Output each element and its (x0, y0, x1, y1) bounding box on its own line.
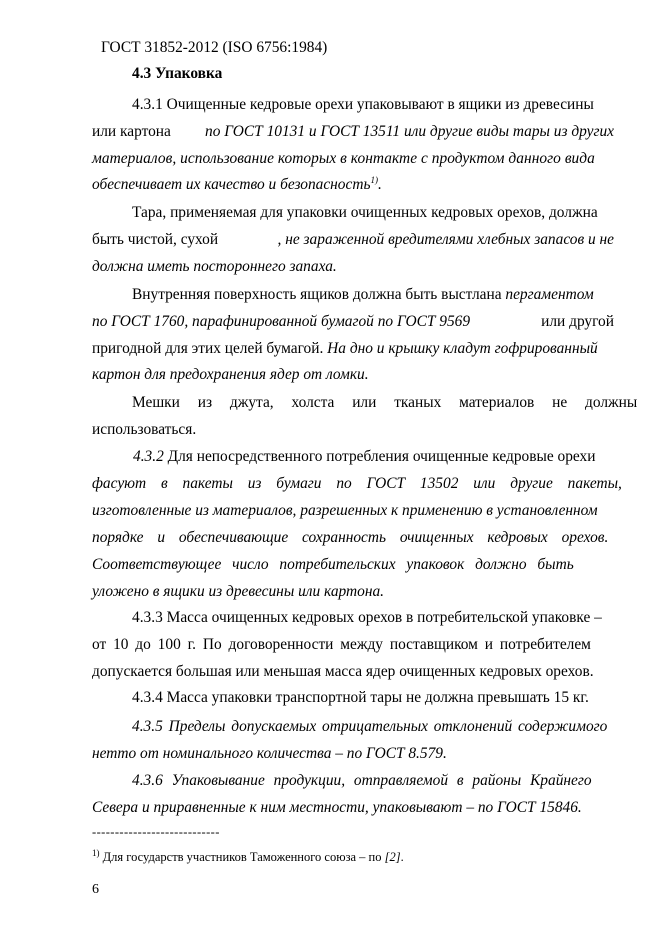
paragraph-4-3-2-line: фасуют в пакеты из бумаги по ГОСТ 13502 или другие пакеты, (92, 475, 622, 492)
paragraph-bags-line: использоваться. (92, 421, 197, 438)
paragraph-lining-line: по ГОСТ 1760, парафинированной бумагой по ГОСТ 9569 или другой (92, 313, 614, 330)
paragraph-4-3-5-line: 4.3.5 Пределы допускаемых отрицательных отклонений содержимого (132, 718, 608, 735)
paragraph-lining-line: пригодной для этих целей бумагой. На дно и крышку кладут гофрированный (92, 340, 598, 357)
paragraph-4-3-2-line: 4.3.2 Для непосредственного потребления очищенные кедровые орехи (133, 448, 596, 465)
paragraph-4-3-1-line: или картона по ГОСТ 10131 и ГОСТ 13511 или другие виды тары из других (92, 123, 614, 140)
footnote-reference: 1) (370, 174, 378, 185)
paragraph-packaging-line: быть чистой, сухой , не зараженной вредителями хлебных запасов и не (92, 231, 614, 248)
paragraph-4-3-5-line: нетто от номинального количества – по ГОСТ 8.579. (92, 745, 447, 762)
paragraph-4-3-2-line: порядке и обеспечивающие сохранность очищенных кедровых орехов. (92, 529, 609, 546)
paragraph-4-3-2-line: Соответствующее число потребительских упаковок должно быть (92, 556, 574, 573)
paragraph-4-3-3-line: 4.3.3 Масса очищенных кедровых орехов в потребительской упаковке – (132, 609, 602, 626)
paragraph-4-3-2-line: изготовленные из материалов, разрешенных к применению в установленном (92, 502, 598, 519)
section-title: 4.3 Упаковка (132, 65, 223, 82)
paragraph-lining-line: Внутренняя поверхность ящиков должна быть выстлана пергаментом (132, 286, 594, 303)
paragraph-4-3-1-line: обеспечивает их качество и безопасность$^{1)}$. (92, 174, 382, 193)
paragraph-packaging-line: Тара, применяемая для упаковки очищенных кедровых орехов, должна (132, 204, 598, 221)
paragraph-4-3-1-line: 4.3.1 Очищенные кедровые орехи упаковывают в ящики из древесины (132, 96, 594, 113)
paragraph-4-3-3-line: допускается большая или меньшая масса ядер очищенных кедровых орехов. (92, 663, 594, 680)
paragraph-4-3-1-line: материалов, использование которых в контакте с продуктом данного вида (92, 150, 595, 167)
footnote-marker: 1) (92, 847, 100, 858)
footnote-separator: ---------------------------- (92, 825, 220, 839)
paragraph-packaging-line: должна иметь постороннего запаха. (92, 258, 337, 275)
paragraph-4-3-6-line: Севера и приравненные к ним местности, упаковывают – по ГОСТ 15846. (92, 799, 582, 816)
footnote: $^{1)}$ Для государств участников Таможенного союза – по [2]. (92, 847, 404, 864)
paragraph-4-3-6-line: 4.3.6 Упаковывание продукции, отправляемой в районы Крайнего (132, 772, 592, 789)
paragraph-4-3-4-line: 4.3.4 Масса упаковки транспортной тары не должна превышать 15 кг. (132, 689, 589, 706)
page-number: 6 (92, 882, 99, 897)
document-header: ГОСТ 31852-2012 (ISO 6756:1984) (101, 39, 328, 56)
paragraph-4-3-3-line: от 10 до 100 г. По договоренности между поставщиком и потребителем (92, 636, 591, 653)
paragraph-lining-line: картон для предохранения ядер от ломки. (92, 366, 369, 383)
paragraph-bags-line: Мешки из джута, холста или тканых материалов не должны (132, 394, 638, 411)
paragraph-4-3-2-line: уложено в ящики из древесины или картона. (92, 583, 385, 600)
